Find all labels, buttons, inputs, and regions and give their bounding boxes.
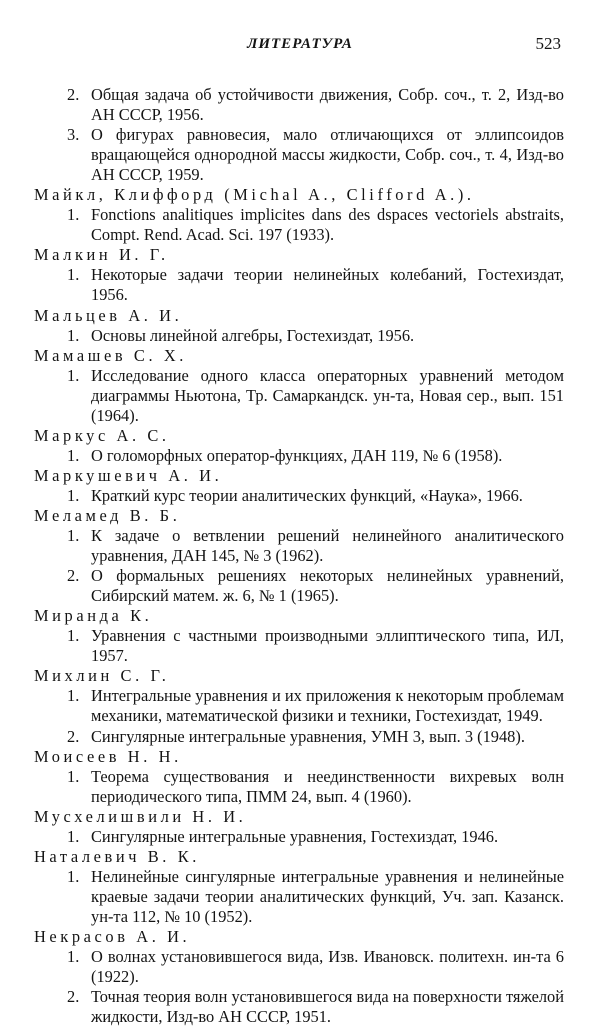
author-name: Мальцев А. И.: [34, 305, 183, 325]
reference-entry: [34, 526, 564, 566]
author-block: [34, 346, 564, 426]
author-name: Некрасов А. И.: [34, 926, 191, 946]
reference-number: 1.: [67, 866, 80, 886]
reference-text: О волнах установившегося вида, Изв. Ивановск. политехн. ин-та 6 (1922).: [91, 947, 564, 987]
reference-entry: [34, 265, 564, 305]
author-block: [34, 466, 564, 506]
reference-entry: [34, 867, 564, 927]
reference-number: 3.: [67, 125, 80, 145]
author-block: [34, 185, 564, 245]
author-block: [34, 506, 564, 606]
author-name: Майкл, Клиффорд (Michal A., Clifford A.).: [34, 185, 475, 205]
author-block: [34, 847, 564, 927]
author-block: [34, 85, 564, 185]
reference-number: 1.: [67, 365, 80, 385]
reference-entry: [34, 767, 564, 807]
reference-number: 1.: [67, 265, 80, 285]
reference-text: Нелинейные сингулярные интегральные уравнения и нелинейные краевые задачи теории аналитических функций, Уч. зап. Казанск. ун-та 112, № 10 (1952).: [91, 866, 564, 926]
reference-entry: [34, 326, 564, 346]
reference-text: Интегральные уравнения и их приложения к некоторым проблемам механики, математической физики и техники, Гостехиздат, 1949.: [91, 686, 564, 726]
reference-number: 1.: [67, 485, 80, 505]
reference-entry: [34, 85, 564, 125]
reference-text: Точная теория волн установившегося вида на поверхности тяжелой жидкости, Изд-во АН СССР, 1951.: [91, 987, 564, 1027]
author-block: [34, 606, 564, 666]
reference-text: Краткий курс теории аналитических функций, «Наука», 1966.: [91, 485, 523, 505]
reference-text: Некоторые задачи теории нелинейных колебаний, Гостехиздат, 1956.: [91, 265, 564, 305]
reference-text: Сингулярные интегральные уравнения, Гостехиздат, 1946.: [91, 826, 499, 846]
reference-text: О фигурах равновесия, мало отличающихся от эллипсоидов вращающейся однородной массы жидкости, Собр. соч., т. 4, Изд-во АН СССР, 1959.: [91, 125, 564, 185]
author-name: Михлин С. Г.: [34, 666, 170, 686]
reference-number: 1.: [67, 325, 80, 345]
reference-number: 2.: [67, 987, 80, 1007]
author-name: Мамашев С. Х.: [34, 345, 187, 365]
author-block: [34, 747, 564, 807]
reference-number: 2.: [67, 566, 80, 586]
reference-entry: [34, 827, 564, 847]
page-header: [0, 34, 600, 58]
bibliography-list: [34, 85, 564, 1027]
reference-entry: [34, 626, 564, 666]
author-name: Наталевич В. К.: [34, 846, 200, 866]
reference-entry: [34, 566, 564, 606]
reference-entry: [34, 205, 564, 245]
author-name: Моисеев Н. Н.: [34, 746, 182, 766]
reference-number: 1.: [67, 626, 80, 646]
author-name: Миранда К.: [34, 606, 153, 626]
author-name: Меламед В. Б.: [34, 505, 181, 525]
author-block: [34, 666, 564, 746]
running-title: ЛИТЕРАТУРА: [247, 36, 353, 52]
author-block: [34, 426, 564, 466]
page-number: 523: [535, 34, 561, 53]
reference-entry: [34, 366, 564, 426]
reference-number: 2.: [67, 85, 80, 104]
reference-number: 1.: [67, 526, 80, 546]
reference-entry: [34, 486, 564, 506]
reference-entry: [34, 987, 564, 1027]
reference-entry: [34, 125, 564, 185]
reference-text: Уравнения с частными производными эллиптического типа, ИЛ, 1957.: [91, 626, 564, 666]
reference-text: Исследование одного класса операторных уравнений методом диаграммы Ньютона, Тр. Самаркандск. ун-та, Новая сер., вып. 151 (1964).: [91, 365, 564, 425]
reference-text: О голоморфных оператор-функциях, ДАН 119, № 6 (1958).: [91, 445, 503, 465]
reference-text: Теорема существования и неединственности вихревых волн периодического типа, ПММ 24, вып. 4 (1960).: [91, 766, 564, 806]
reference-number: 1.: [67, 686, 80, 706]
author-block: [34, 927, 564, 1027]
reference-number: 1.: [67, 205, 80, 225]
reference-entry: [34, 446, 564, 466]
author-block: [34, 306, 564, 346]
author-name: Маркушевич А. И.: [34, 465, 223, 485]
reference-entry: [34, 727, 564, 747]
reference-number: 2.: [67, 726, 80, 746]
author-name: Малкин И. Г.: [34, 245, 169, 265]
reference-text: Общая задача об устойчивости движения, Собр. соч., т. 2, Изд-во АН СССР, 1956.: [91, 85, 564, 125]
author-name: Мусхелишвили Н. И.: [34, 806, 247, 826]
author-block: [34, 807, 564, 847]
reference-text: О формальных решениях некоторых нелинейных уравнений, Сибирский матем. ж. 6, № 1 (1965).: [91, 566, 564, 606]
reference-number: 1.: [67, 766, 80, 786]
reference-text: К задаче о ветвлении решений нелинейного аналитического уравнения, ДАН 145, № 3 (1962).: [91, 526, 564, 566]
author-name: Маркус А. С.: [34, 425, 170, 445]
author-block: [34, 245, 564, 305]
reference-number: 1.: [67, 445, 80, 465]
reference-entry: [34, 686, 564, 726]
reference-text: Основы линейной алгебры, Гостехиздат, 1956.: [91, 325, 415, 345]
reference-number: 1.: [67, 826, 80, 846]
reference-entry: [34, 947, 564, 987]
reference-text: Fonctions analitiques implicites dans des dspaces vectoriels abstraits, Compt. Rend. Acad. Sci. 197 (1933).: [91, 205, 564, 245]
reference-number: 1.: [67, 947, 80, 967]
reference-text: Сингулярные интегральные уравнения, УМН 3, вып. 3 (1948).: [91, 726, 525, 746]
